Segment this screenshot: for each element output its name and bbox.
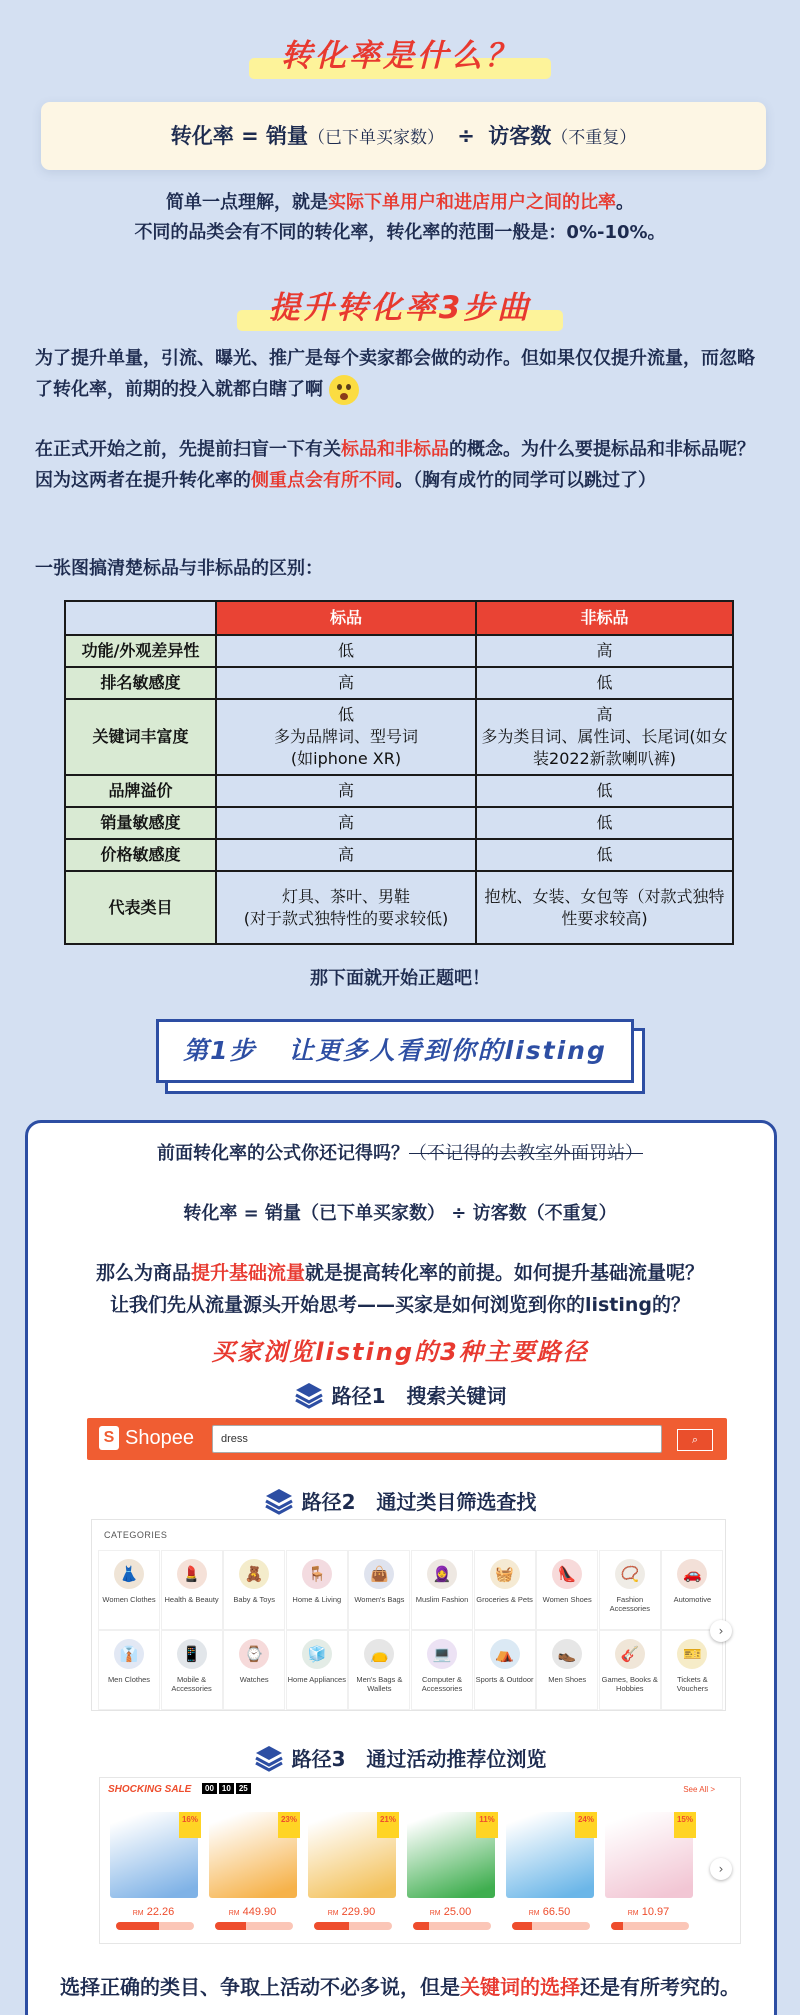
- category-image-icon: 🎫: [677, 1639, 707, 1669]
- category-item[interactable]: [98, 1550, 160, 1630]
- table-cell: 低 多为品牌词、型号词 (如iphone XR): [216, 699, 476, 775]
- table-row-header: 品牌溢价: [65, 775, 216, 807]
- bottom-pre: 选择正确的类目、争取上活动不必多说，但是: [60, 1975, 460, 1999]
- category-image-icon: 👝: [364, 1639, 394, 1669]
- route3-label: 路径3 通过活动推荐位浏览: [291, 1747, 547, 1771]
- product-price: RM 25.00: [429, 1906, 472, 1918]
- product-price: RM 449.90: [228, 1906, 277, 1918]
- sold-progress-bar: [611, 1922, 689, 1930]
- category-label: Home Appliances: [287, 1675, 346, 1684]
- table-cell: 高: [216, 839, 476, 871]
- sold-progress-bar: [215, 1922, 293, 1930]
- category-item[interactable]: [161, 1550, 223, 1630]
- discount-badge: 23%: [278, 1812, 300, 1838]
- category-item[interactable]: [536, 1550, 598, 1630]
- product-price: RM 22.26: [132, 1906, 175, 1918]
- paragraph-1: [35, 343, 770, 405]
- category-label: Mobile & Accessories: [171, 1675, 212, 1693]
- category-image-icon: 📱: [177, 1639, 207, 1669]
- sold-progress-bar: [116, 1922, 194, 1930]
- category-item[interactable]: [661, 1550, 723, 1630]
- category-label: Women Clothes: [102, 1595, 156, 1604]
- category-label: Muslim Fashion: [415, 1595, 469, 1604]
- section1-title: 转化率是什么？: [249, 30, 551, 75]
- category-label: Men Clothes: [107, 1675, 151, 1684]
- formula-box: [41, 102, 766, 170]
- comparison-table: [64, 600, 734, 945]
- category-item[interactable]: [474, 1550, 536, 1630]
- categories-next-button[interactable]: [710, 1620, 732, 1642]
- bottom-highlight: 关键词的选择: [460, 1975, 580, 1999]
- category-item[interactable]: [474, 1630, 536, 1710]
- category-label: Computer & Accessories: [421, 1675, 463, 1693]
- def-line1-highlight: 实际下单用户和进店用户之间的比率: [328, 192, 616, 213]
- route1-label: 路径1 搜索关键词: [331, 1384, 507, 1408]
- table-corner: [65, 601, 216, 635]
- product-price: RM 229.90: [327, 1906, 376, 1918]
- route2-label: 路径2 通过类目筛选查找: [301, 1490, 537, 1514]
- category-label: Men Shoes: [548, 1675, 587, 1684]
- category-image-icon: 💻: [427, 1639, 457, 1669]
- sold-progress-fill: [512, 1922, 532, 1930]
- category-image-icon: 🧸: [239, 1559, 269, 1589]
- category-image-icon: 🎸: [615, 1639, 645, 1669]
- section2-title: 提升转化率3步曲: [237, 282, 564, 327]
- p2-mid: 的概念。为什么要提标品和非标品呢？因为这两者在提升转化率的: [35, 439, 755, 491]
- table-row-header: 价格敏感度: [65, 839, 216, 871]
- formula-sales-note: （已下单买家数）: [307, 128, 444, 148]
- timer-minutes: 10: [219, 1783, 234, 1794]
- category-image-icon: 🚗: [677, 1559, 707, 1589]
- shopee-header: [87, 1418, 727, 1460]
- category-label: Men's Bags & Wallets: [356, 1675, 403, 1693]
- layers-icon: [294, 1381, 324, 1409]
- formula-visitors-note: （不重复）: [551, 128, 637, 148]
- paragraph-3: 一张图搞清楚标品与非标品的区别：: [35, 558, 323, 579]
- category-image-icon: 👜: [364, 1559, 394, 1589]
- table-row-header: 代表类目: [65, 871, 216, 944]
- category-label: Sports & Outdoor: [475, 1675, 534, 1684]
- categories-panel: [92, 1520, 725, 1710]
- step1-title: 第1步 让更多人看到你的listing: [183, 1036, 607, 1065]
- table-cell: 低: [476, 775, 733, 807]
- discount-badge: 21%: [377, 1812, 399, 1838]
- category-item[interactable]: [661, 1630, 723, 1710]
- formula-divide: ÷: [457, 124, 475, 148]
- table-row-header: 排名敏感度: [65, 667, 216, 699]
- product-card[interactable]: [502, 1812, 597, 1937]
- table-cell: 高: [216, 667, 476, 699]
- flash-sale-timer: [202, 1783, 251, 1794]
- formula-visitors: 访客数: [488, 124, 552, 148]
- sold-progress-bar: [314, 1922, 392, 1930]
- category-image-icon: 👗: [114, 1559, 144, 1589]
- category-label: Games, Books & Hobbies: [601, 1675, 658, 1693]
- paragraph-2: [35, 434, 770, 496]
- timer-seconds: 25: [236, 1783, 251, 1794]
- product-card[interactable]: [403, 1812, 498, 1937]
- table-col-nonstandard: 非标品: [476, 601, 733, 635]
- step1-question: [0, 1139, 800, 1165]
- sold-progress-fill: [413, 1922, 429, 1930]
- def-line2: 不同的品类会有不同的转化率，转化率的范围一般是：0%-10%。: [134, 222, 666, 243]
- category-label: Health & Beauty: [164, 1595, 219, 1604]
- category-image-icon: ⌚: [239, 1639, 269, 1669]
- sold-progress-fill: [314, 1922, 349, 1930]
- step1-t1-highlight: 提升基础流量: [190, 1262, 305, 1284]
- p2-post: 。（胸有成竹的同学可以跳过了）: [395, 470, 656, 491]
- category-item[interactable]: [348, 1630, 410, 1710]
- table-cell: 低: [476, 807, 733, 839]
- category-image-icon: 👞: [552, 1639, 582, 1669]
- step1-question-strike: （不记得的去教室外面罚站）: [409, 1143, 643, 1164]
- step1-bottom-text: [0, 1971, 800, 2000]
- table-row-header: 关键词丰富度: [65, 699, 216, 775]
- step1-question-text: 前面转化率的公式你还记得吗？: [157, 1143, 409, 1164]
- category-item[interactable]: [411, 1630, 473, 1710]
- shopee-bag-icon: S: [99, 1426, 119, 1450]
- step1-t2: 让我们先从流量源头开始思考——买家是如何浏览到你的listing的？: [109, 1294, 691, 1316]
- step1-t1-pre: 那么为商品: [95, 1262, 191, 1284]
- formula-sales: 转化率 = 销量: [170, 124, 308, 148]
- category-label: Automotive: [673, 1595, 712, 1604]
- def-line1-pre: 简单一点理解，就是: [166, 192, 328, 213]
- product-card[interactable]: [106, 1812, 201, 1937]
- table-cell: 抱枕、女装、女包等（对款式独特性要求较高): [476, 871, 733, 944]
- category-label: Home & Living: [292, 1595, 342, 1604]
- category-label: Tickets & Vouchers: [676, 1675, 709, 1693]
- chevron-right-icon: ›: [718, 1862, 724, 1876]
- layers-icon: [264, 1487, 294, 1515]
- category-image-icon: 👠: [552, 1559, 582, 1589]
- category-image-icon: 📿: [615, 1559, 645, 1589]
- sold-progress-bar: [413, 1922, 491, 1930]
- categories-title: CATEGORIES: [104, 1530, 168, 1540]
- chevron-right-icon: ›: [718, 1624, 724, 1638]
- category-item[interactable]: [223, 1630, 285, 1710]
- shopee-logo-text: Shopee: [125, 1426, 194, 1449]
- def-line1-post: 。: [616, 192, 634, 213]
- category-item[interactable]: [599, 1630, 661, 1710]
- category-image-icon: ⛺: [490, 1639, 520, 1669]
- category-item[interactable]: [286, 1550, 348, 1630]
- category-image-icon: 🪑: [302, 1559, 332, 1589]
- table-cell: 灯具、茶叶、男鞋 (对于款式独特性的要求较低): [216, 871, 476, 944]
- table-cell: 低: [216, 635, 476, 667]
- category-item[interactable]: [599, 1550, 661, 1630]
- see-all-link[interactable]: See All >: [683, 1785, 715, 1794]
- step1-formula: 转化率 = 销量（已下单买家数） ÷ 访客数（不重复）: [183, 1203, 617, 1224]
- surprised-emoji-icon: [329, 375, 359, 405]
- p2-pre: 在正式开始之前，先提前扫盲一下有关: [35, 439, 341, 460]
- sold-progress-fill: [215, 1922, 246, 1930]
- table-cell: 高: [216, 807, 476, 839]
- search-icon: ⌕: [691, 1433, 699, 1446]
- section1-title-wrap: [0, 30, 800, 75]
- route1-heading: [0, 1380, 800, 1409]
- layers-icon: [254, 1744, 284, 1772]
- product-card[interactable]: [304, 1812, 399, 1937]
- step1-text: [0, 1257, 800, 1321]
- category-label: Women's Bags: [354, 1595, 405, 1604]
- category-label: Women Shoes: [542, 1595, 592, 1604]
- discount-badge: 15%: [674, 1812, 696, 1838]
- product-price: RM 66.50: [528, 1906, 571, 1918]
- route2-heading: [0, 1486, 800, 1515]
- table-cell: 低: [476, 839, 733, 871]
- shopee-logo: [99, 1426, 194, 1450]
- category-image-icon: 💄: [177, 1559, 207, 1589]
- category-item[interactable]: [161, 1630, 223, 1710]
- table-cell: 高: [216, 775, 476, 807]
- discount-badge: 16%: [179, 1812, 201, 1838]
- table-row-header: 销量敏感度: [65, 807, 216, 839]
- step1-title-box: [156, 1019, 634, 1083]
- category-item[interactable]: [223, 1550, 285, 1630]
- product-card[interactable]: [205, 1812, 300, 1937]
- section2-title-wrap: [0, 282, 800, 327]
- table-cell: 低: [476, 667, 733, 699]
- sold-progress-bar: [512, 1922, 590, 1930]
- flash-sale-label: SHOCKING SALE: [108, 1784, 192, 1795]
- route3-heading: [0, 1743, 800, 1772]
- category-item[interactable]: [286, 1630, 348, 1710]
- table-row-header: 功能/外观差异性: [65, 635, 216, 667]
- category-item[interactable]: [536, 1630, 598, 1710]
- timer-hours: 00: [202, 1783, 217, 1794]
- section2-outro: 那下面就开始正题吧！: [310, 968, 490, 989]
- shopee-search-input[interactable]: dress: [212, 1425, 662, 1453]
- step1-t1-post: 就是提高转化率的前提。如何提升基础流量呢？: [305, 1262, 705, 1284]
- discount-badge: 11%: [476, 1812, 498, 1838]
- flash-sale-panel: [100, 1778, 740, 1943]
- category-item[interactable]: [98, 1630, 160, 1710]
- category-label: Fashion Accessories: [609, 1595, 651, 1613]
- category-item[interactable]: [411, 1550, 473, 1630]
- p2-highlight-2: 侧重点会有所不同: [251, 470, 395, 491]
- product-price: RM 10.97: [627, 1906, 670, 1918]
- table-cell: 高: [476, 635, 733, 667]
- category-label: Watches: [239, 1675, 269, 1684]
- shopee-search-button[interactable]: [677, 1429, 713, 1451]
- bottom-post: 还是有所考究的。: [580, 1975, 740, 1999]
- category-image-icon: 🧊: [302, 1639, 332, 1669]
- table-col-standard: 标品: [216, 601, 476, 635]
- category-image-icon: 🧕: [427, 1559, 457, 1589]
- routes-title: 买家浏览listing的3种主要路径: [211, 1338, 589, 1366]
- paragraph-1-text: 为了提升单量，引流、曝光、推广是每个卖家都会做的动作。但如果仅仅提升流量，而忽略了转化率，前期的投入就都白瞎了啊: [35, 348, 755, 400]
- product-card[interactable]: [601, 1812, 696, 1937]
- sold-progress-fill: [611, 1922, 623, 1930]
- discount-badge: 24%: [575, 1812, 597, 1838]
- category-image-icon: 🧺: [490, 1559, 520, 1589]
- category-label: Groceries & Pets: [476, 1595, 533, 1604]
- sold-progress-fill: [116, 1922, 159, 1930]
- category-label: Baby & Toys: [233, 1595, 275, 1604]
- flash-next-button[interactable]: [710, 1858, 732, 1880]
- definition-text: [0, 188, 800, 248]
- category-image-icon: 👔: [114, 1639, 144, 1669]
- table-cell: 高 多为类目词、属性词、长尾词(如女装2022新款喇叭裤): [476, 699, 733, 775]
- p2-highlight-1: 标品和非标品: [341, 439, 449, 460]
- category-item[interactable]: [348, 1550, 410, 1630]
